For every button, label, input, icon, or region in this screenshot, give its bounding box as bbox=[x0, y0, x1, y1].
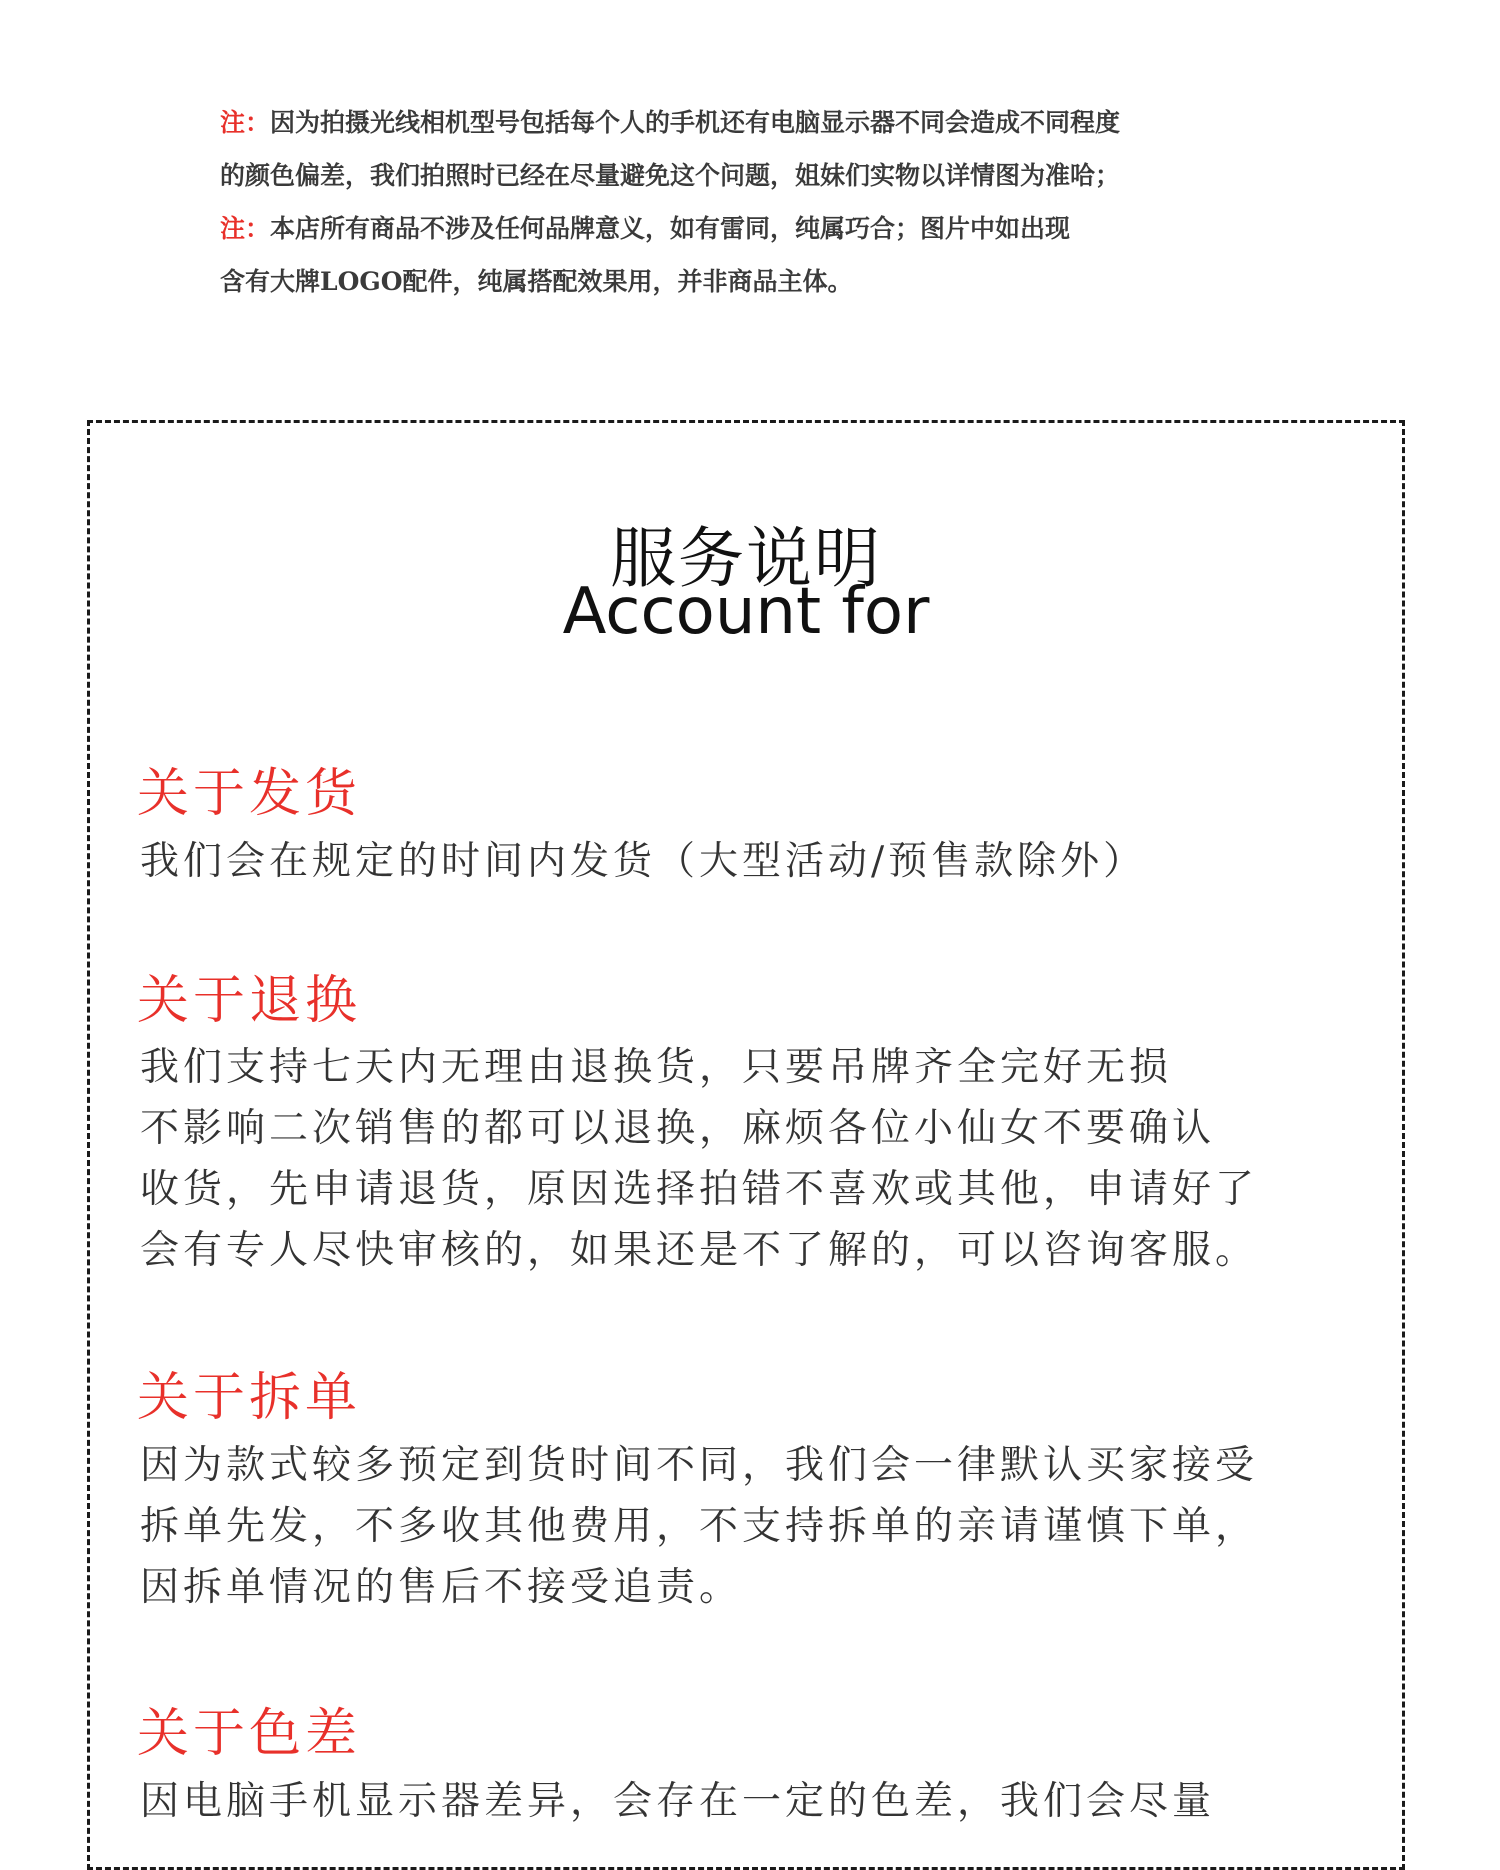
section-body-returns bbox=[140, 1037, 1380, 1281]
section-line: 不影响二次销售的都可以退换，麻烦各位小仙女不要确认 bbox=[140, 1106, 1216, 1151]
section-line: 拆单先发，不多收其他费用，不支持拆单的亲请谨慎下单， bbox=[140, 1504, 1259, 1549]
section-title-split-order: 关于拆单 bbox=[137, 1368, 362, 1428]
notice-text: 的颜色偏差，我们拍照时已经在尽量避免这个问题，姐妹们实物以详情图为准哈； bbox=[220, 161, 1121, 190]
section-body-shipping bbox=[140, 831, 1380, 892]
notice-tag: 注： bbox=[220, 214, 271, 243]
notice-line bbox=[220, 96, 1320, 149]
notice-text: 本店所有商品不涉及任何品牌意义，如有雷同，纯属巧合；图片中如出现 bbox=[270, 214, 1071, 243]
section-body-color-difference bbox=[140, 1771, 1380, 1832]
notice-text: 含有大牌LOGO配件，纯属搭配效果用，并非商品主体。 bbox=[220, 267, 853, 296]
notice-line bbox=[220, 255, 1320, 308]
section-line: 我们支持七天内无理由退换货，只要吊牌齐全完好无损 bbox=[140, 1045, 1173, 1090]
section-line: 我们会在规定的时间内发货（大型活动/预售款除外） bbox=[140, 839, 1147, 884]
notice-line bbox=[220, 149, 1320, 202]
notice-tag: 注： bbox=[220, 108, 271, 137]
notice-text: 因为拍摄光线相机型号包括每个人的手机还有电脑显示器不同会造成不同程度 bbox=[270, 108, 1121, 137]
section-title-returns: 关于退换 bbox=[137, 971, 362, 1031]
section-body-split-order bbox=[140, 1435, 1380, 1618]
section-title-shipping: 关于发货 bbox=[137, 764, 362, 824]
section-line: 因拆单情况的售后不接受追责。 bbox=[140, 1565, 743, 1610]
service-box bbox=[87, 420, 1405, 1870]
section-line: 因为款式较多预定到货时间不同，我们会一律默认买家接受 bbox=[140, 1443, 1259, 1488]
service-title-cn: 服务说明 bbox=[610, 520, 882, 597]
section-line: 因电脑手机显示器差异，会存在一定的色差，我们会尽量 bbox=[140, 1779, 1216, 1824]
service-title-en: Account for bbox=[562, 575, 930, 649]
section-line: 收货，先申请退货，原因选择拍错不喜欢或其他，申请好了 bbox=[140, 1167, 1259, 1212]
section-line: 会有专人尽快审核的，如果还是不了解的，可以咨询客服。 bbox=[140, 1228, 1259, 1273]
notice-line bbox=[220, 202, 1320, 255]
section-title-color-difference: 关于色差 bbox=[137, 1704, 362, 1764]
notice-block bbox=[220, 96, 1320, 308]
